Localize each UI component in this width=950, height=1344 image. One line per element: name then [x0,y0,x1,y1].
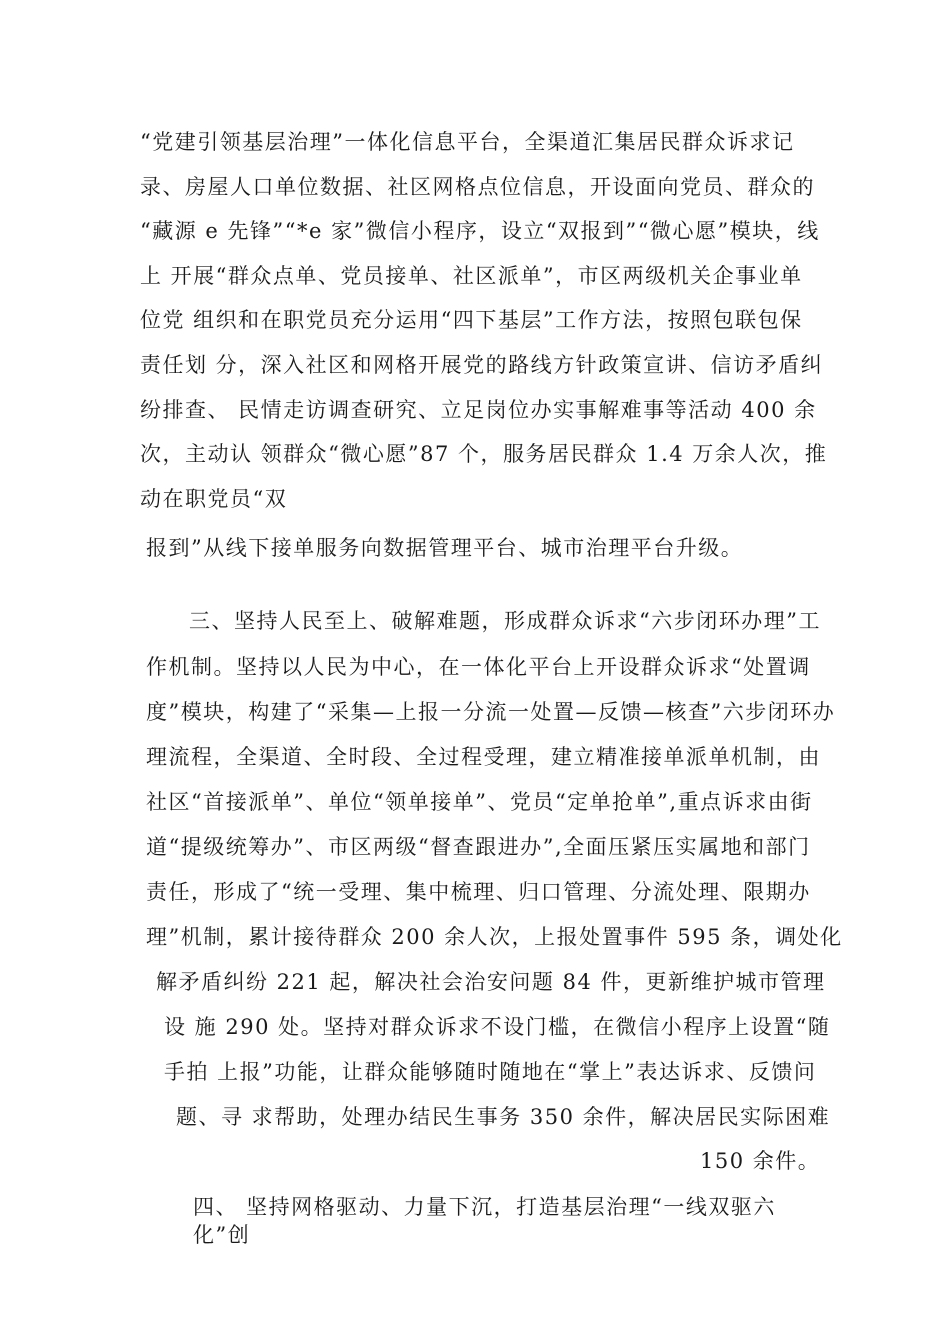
text-line: 次，主动认 领群众“微心愿”87 个，服务居民群众 1.4 万余人次，推 [140,442,828,466]
text-line: 上 开展“群众点单、党员接单、社区派单”，市区两级机关企事业单 [140,264,803,288]
text-line: 理”机制，累计接待群众 200 余人次，上报处置事件 595 条，调处化 [146,925,843,949]
text-line: 道“提级统筹办”、市区两级“督查跟进办”,全面压紧压实属地和部门 [146,835,811,859]
text-line: “党建引领基层治理”一体化信息平台，全渠道汇集居民群众诉求记 [140,130,795,154]
text-line: 位党 组织和在职党员充分运用“四下基层”工作方法，按照包联包保 [140,308,803,332]
text-line: 录、房屋人口单位数据、社区网格点位信息，开设面向党员、群众的 [140,175,815,199]
text-line: 题、寻 求帮助，处理办结民生事务 350 余件，解决居民实际困难 [176,1105,831,1129]
text-line: 解矛盾纠纷 221 起，解决社会治安问题 84 件，更新维护城市管理 [156,970,826,994]
section-heading-4: 四、 坚持网格驱动、力量下沉，打造基层治理“一线双驱六 [193,1195,776,1219]
text-line: 理流程，全渠道、全时段、全过程受理，建立精准接单派单机制，由 [146,745,821,769]
text-line: 手拍 上报”功能，让群众能够随时随地在“掌上”表达诉求、反馈问 [164,1060,817,1084]
text-line: 度”模块，构建了“采集—上报一分流一处置—反馈—核查”六步闭环办 [146,700,836,724]
text-line: 150 余件。 [700,1149,821,1173]
text-line: 纷排查、 民情走访调查研究、立足岗位办实事解难事等活动 400 余 [140,398,817,422]
section-heading-3: 三、坚持人民至上、破解难题，形成群众诉求“六步闭环办理”工 [189,609,821,633]
text-line: 化”创 [193,1223,251,1247]
text-line: 设 施 290 处。坚持对群众诉求不设门槛，在微信小程序上设置“随 [164,1015,831,1039]
text-line: 责任，形成了“统一受理、集中梳理、归口管理、分流处理、限期办 [146,880,811,904]
text-line: 报到”从线下接单服务向数据管理平台、城市治理平台升级。 [146,536,744,560]
text-line: 社区“首接派单”、单位“领单接单”、党员“定单抢单”,重点诉求由街 [146,790,813,814]
text-line: 作机制。坚持以人民为中心，在一体化平台上开设群众诉求“处置调 [146,655,811,679]
text-line: 责任划 分，深入社区和网格开展党的路线方针政策宣讲、信访矛盾纠 [140,353,824,377]
text-line: “藏源 e 先锋”“*e 家”微信小程序，设立“双报到”“微心愿”模块，线 [140,219,820,243]
text-line: 动在职党员“双 [140,487,288,511]
